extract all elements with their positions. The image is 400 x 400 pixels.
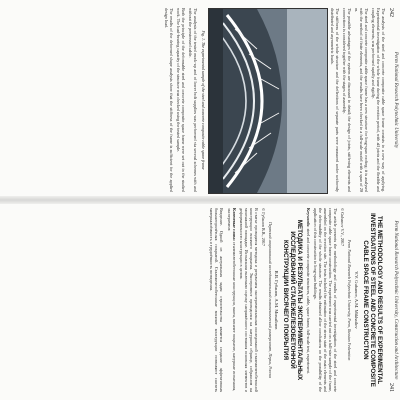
affiliation-ru: Пермский национальный исследовательский политехнический университет, Пермь, Россия: [268, 222, 273, 378]
experimental-frame-photo: [208, 8, 328, 194]
keywords-ru-label: Ключевые слова:: [232, 208, 237, 242]
copyright-line: © Gubanov V.V., 2017: [340, 208, 346, 247]
authors-en: V.V. Gubanov, A.M. Mikhailov: [354, 271, 359, 329]
keywords-en-label: Keywords:: [306, 208, 312, 228]
left-running-head: Perm National Research Polytechnic University: [393, 51, 398, 149]
affiliation-en: Perm National Research Polytechnic University, Perm, Russian Federation: [347, 239, 353, 361]
copyright-line: © Губанов В.В., 2017: [261, 208, 266, 247]
article-title-ru: МЕТОДИКА И РЕЗУЛЬТАТЫ ЭКСПЕРИМЕНТАЛЬНЫХ ИССЛЕДОВАНИЙ СТАЛЕЖЕЛЕЗОБЕТОННОЙ КОНСТРУКЦИИ ВИСЯЧЕГО ПОКРЫТИЯ: [282, 219, 304, 381]
figure-caption: Fig. 1. The experimental sample of the steel and concrete composite cable space frame: [201, 30, 206, 170]
left-page-column: [4, 8, 386, 192]
keywords-en: [307, 208, 312, 392]
right-page-number: 241: [388, 383, 394, 392]
paragraph: Both the principle of the deformable steel and concrete composite space frame were set out in the studied work. The load-bearing capacity of the structure was checked using the tested sample.: [176, 8, 186, 192]
body-text-ru: Введение. Одной из актуальных задач строительства является создание эффективных большепролётных покрытий. Сталежелезобетонные висячие конструкции позволяют снизить материалоёмкость и трудоёмкость возведения.: [209, 208, 224, 392]
page-gutter: [0, 196, 400, 204]
frame-photo-illustration: [209, 9, 327, 193]
paragraph: The analysis of the tested mock-up and of lower bolt supplies was performed via several schemes with and without the prestressed cable.: [188, 8, 198, 192]
paragraph: The results of the deformed shape analysis show that the stiffness of the frame is sufficient for the applied design load.: [164, 8, 174, 192]
paragraph: The steel and concrete composite cable space frame has a new structure for long-span roofing; it is analysed with the method of finite elements, and the results have been checked in a full-scale model with a span of 20 m.: [354, 8, 369, 192]
right-page: [0, 200, 400, 400]
authors-ru: В.В. Губанов, А.М. Михайлов: [274, 270, 280, 330]
article-title-en: THE METHODOLOGY AND RESULTS OF EXPERIMENTAL INVESTIGATIONS OF STEEL AND CONCRETE COMPOSITE CABLE SPACE FRAME CONSTRUCTION: [362, 213, 383, 387]
right-running-head: Perm National Research Polytechnic University, Construction and Architecture: [393, 220, 398, 380]
abstract-ru: В статье приводятся методика и результаты экспериментальных исследований сталежелезобетонной конструкции висячего покрытия. Эксперимент проводился на натурном образце, собранном на монтажной площадке. Испытания включали оценку напряжённого состояния основных элементов и деформативности конструкции в целом.: [239, 208, 259, 392]
paragraph: The stiffness of the whole structure and the deflections of separate parts were measured under uniformly distributed and asymmetric loads.: [330, 8, 340, 192]
keywords-ru-text: сталежелезобетонные конструкции, ванта, висячее покрытие, натурные испытания, эксперимент.: [227, 208, 237, 392]
keywords-en-text: steel and concrete composite structures, cable, space frame, full-scale test, experiment.: [306, 228, 312, 374]
paragraph: The possible advantages of the system are discussed in detail; the design of joints, stiffening elements and connections is considered together with the stages of assembly.: [342, 8, 352, 192]
abstract-en: The article presents the methodology and results of experimental investigations of the steel and concrete composite cable space frame construction. The experiment was carried out on a full-size sample of the frame, assembled on the erection site. The tests included the estimation of the stress state of the main elements and the deformability of the whole structure. The results obtained allow conclusions on the possibility of the application of this construction in long-span buildings.: [313, 208, 339, 392]
keywords-ru: [227, 208, 237, 392]
paragraph: The analysis of the steel and concrete composite cable space frame consists in a new way of applying. Experimental investigation of the whole frame during the erection period, with all joints and the flexible and coupling elements, was performed rapidly and rigidly.: [371, 8, 386, 192]
left-page-number: 242: [388, 8, 394, 17]
right-page-column: [4, 208, 386, 392]
